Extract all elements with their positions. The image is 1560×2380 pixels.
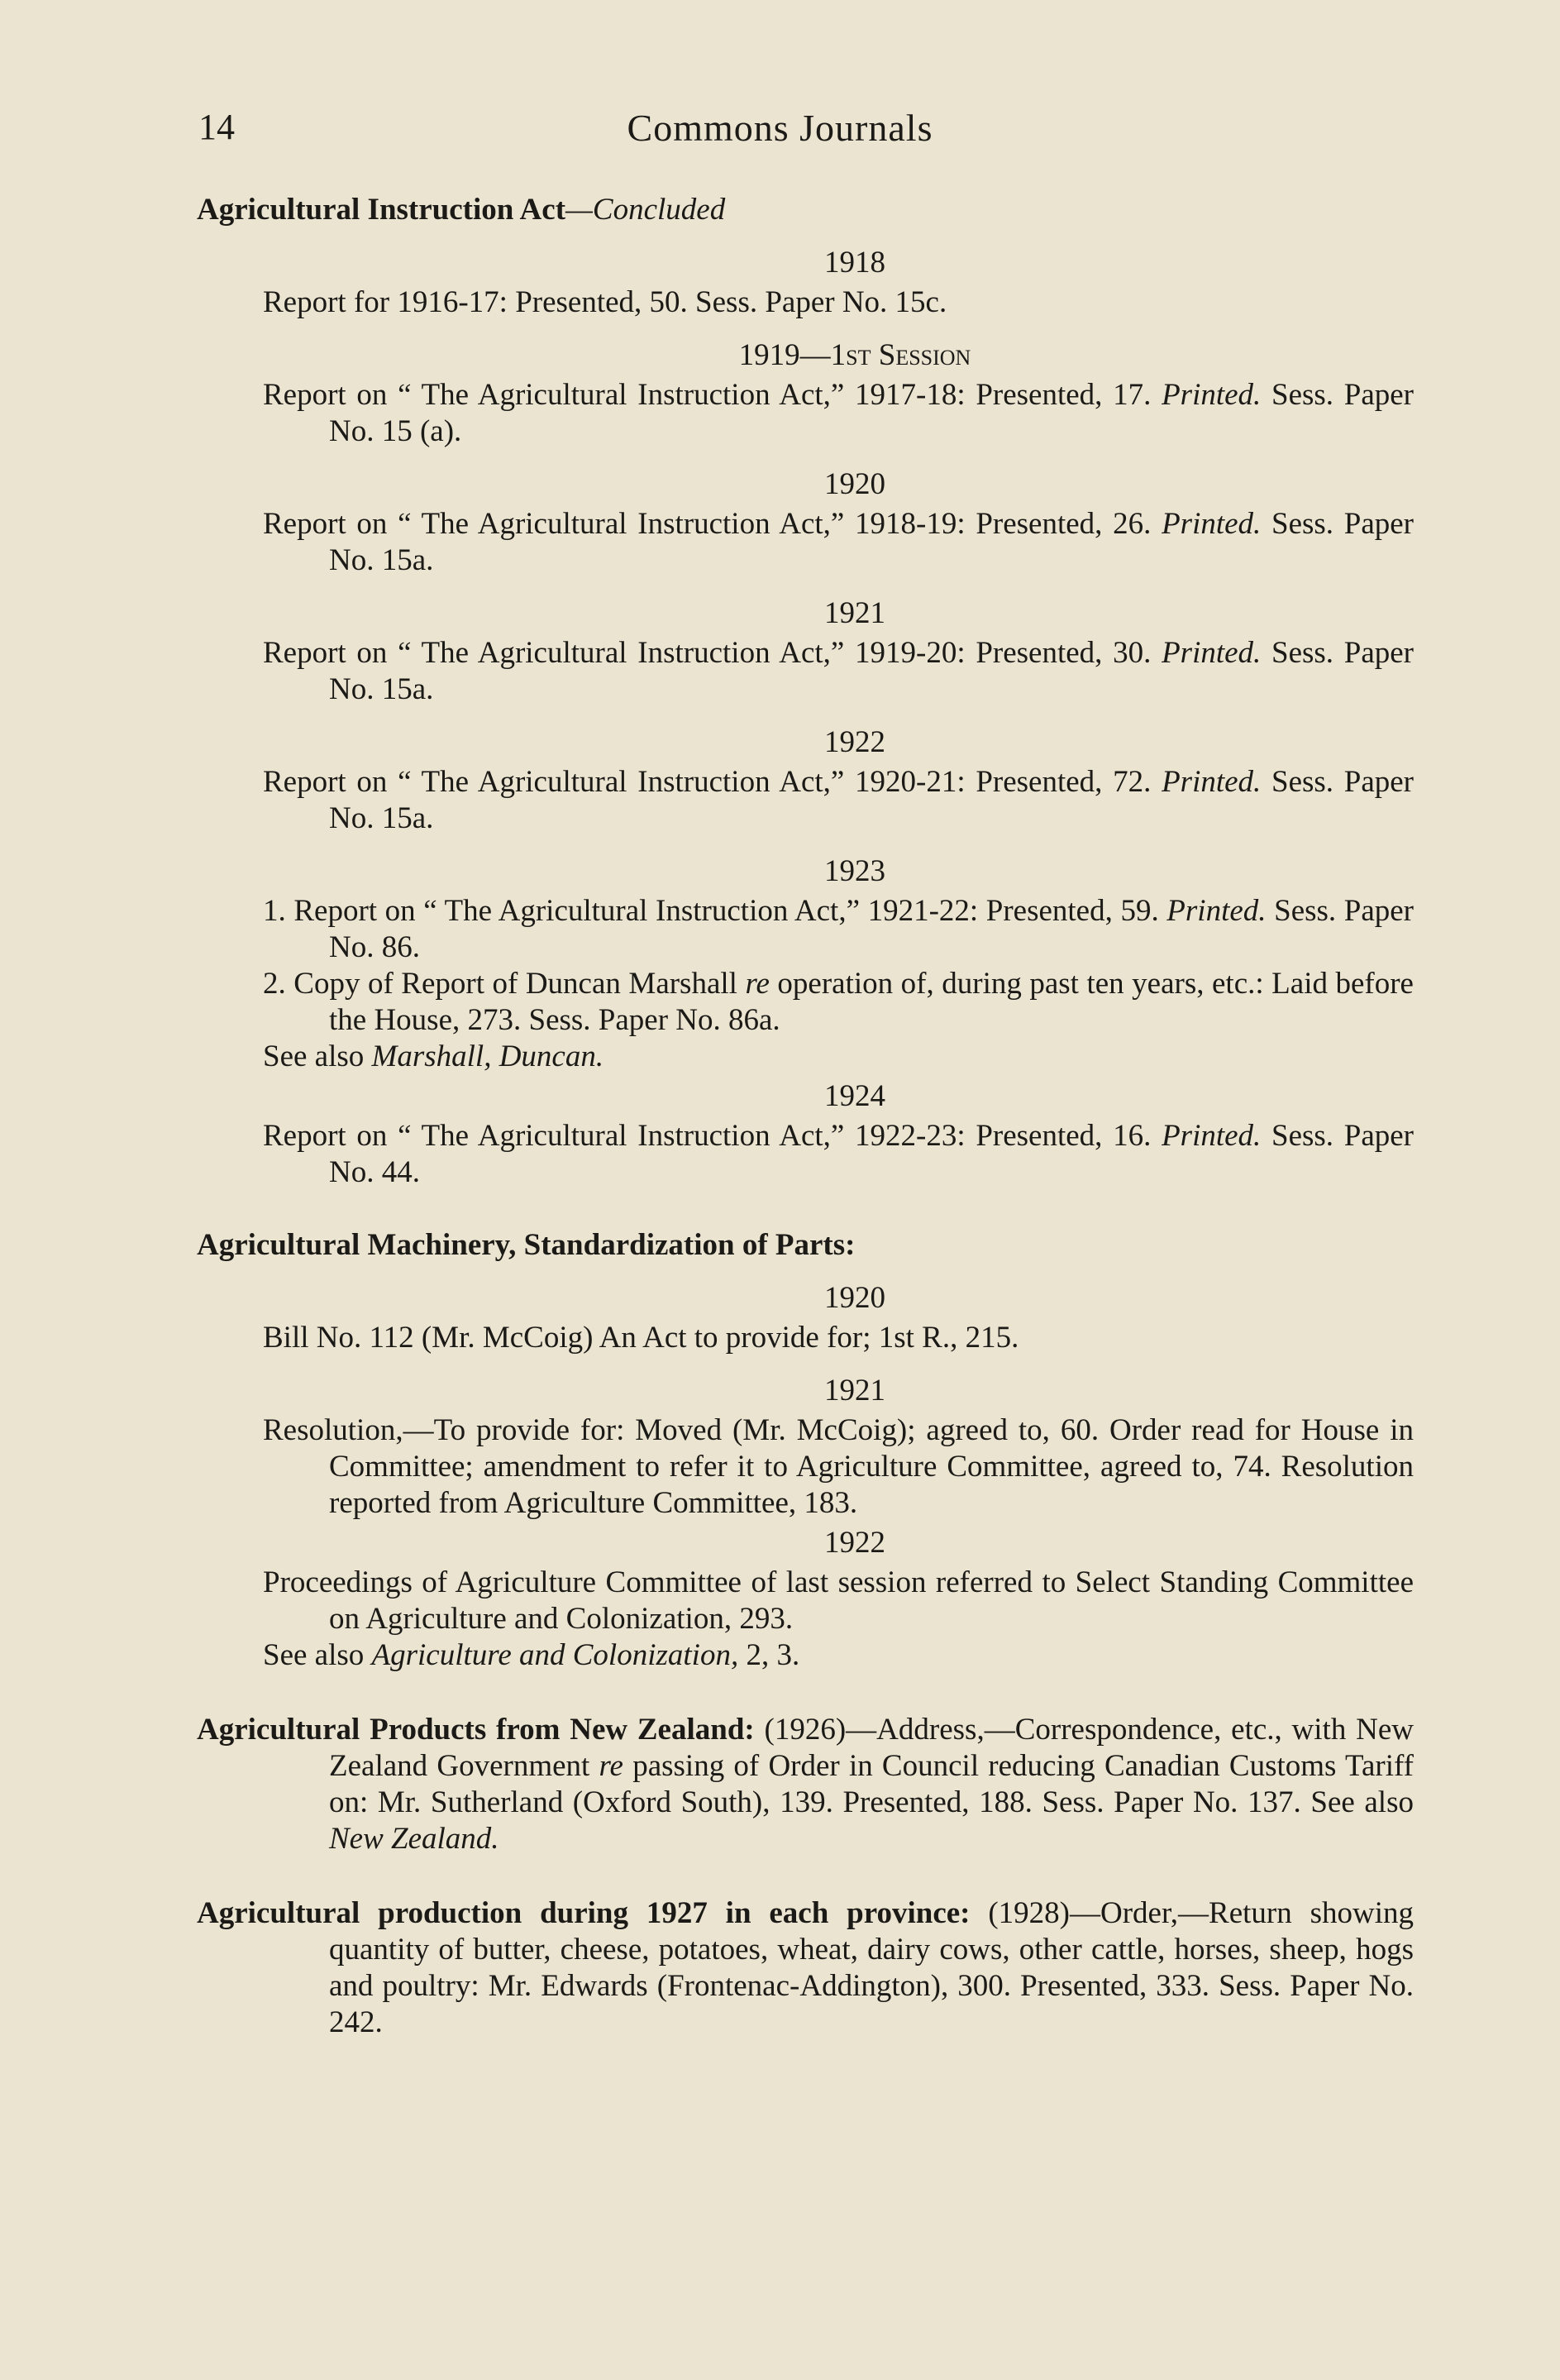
index-entry: 1. Report on “ The Agricultural Instruction Act,” 1921-22: Presented, 59. Printed. Sess. Paper No. 86. <box>263 894 1414 964</box>
section-nz-products: Agricultural Products from New Zealand: (1926)—Address,—Correspondence, etc., with New Zealand Government re passing of Order in Council reducing Canadian Customs Tariff on: Mr. Sutherland (Oxford South), 139. Presented, 188. Sess. Paper No. 137. See also New Zealand. <box>197 1713 1414 1856</box>
index-entry: Report on “ The Agricultural Instruction Act,” 1920-21: Presented, 72. Printed. Sess. Paper No. 15a. <box>263 765 1414 835</box>
section-instruction-act <box>197 192 1414 1191</box>
section-machinery <box>197 1227 1414 1674</box>
year-heading: 1922 <box>824 1526 885 1560</box>
year-heading: 1921 <box>824 1374 885 1407</box>
year-heading: 1922 <box>824 725 885 759</box>
section-production-1927: Agricultural production during 1927 in each province: (1928)—Order,—Return showing quantity of butter, cheese, potatoes, wheat, dairy cows, other cattle, horses, sheep, hogs and poultry: Mr. Edwards (Frontenac-Addington), 300. Presented, 333. Sess. Paper No. 242. <box>197 1896 1414 2039</box>
index-entry: Proceedings of Agriculture Committee of last session referred to Select Standing Committee on Agriculture and Colonization, 293. <box>263 1565 1414 1636</box>
year-heading: 1920 <box>824 467 885 501</box>
index-entry: Bill No. 112 (Mr. McCoig) An Act to provide for; 1st R., 215. <box>263 1321 1019 1355</box>
year-heading: 1920 <box>824 1281 885 1315</box>
year-heading: 1918 <box>824 246 885 280</box>
year-heading: 1921 <box>824 596 885 630</box>
index-entry: Report on “ The Agricultural Instruction Act,” 1919-20: Presented, 30. Printed. Sess. Paper No. 15a. <box>263 636 1414 706</box>
section-heading: Agricultural production during 1927 in each province: <box>197 1896 971 1930</box>
running-header <box>0 106 1560 155</box>
index-entry: Report on “ The Agricultural Instruction Act,” 1917-18: Presented, 17. Printed. Sess. Paper No. 15 (a). <box>263 378 1414 448</box>
journal-title: Commons Journals <box>627 107 933 149</box>
see-also: See also Agriculture and Colonization, 2, 3. <box>263 1638 800 1672</box>
index-entry: Report for 1916-17: Presented, 50. Sess. Paper No. 15c. <box>263 285 947 319</box>
section-heading: Agricultural Instruction Act—Concluded <box>197 193 726 227</box>
index-entry: Resolution,—To provide for: Moved (Mr. McCoig); agreed to, 60. Order read for House in Committee; amendment to refer it to Agriculture Committee, agreed to, 74. Resolution reported from Agriculture Committee, 183. <box>263 1413 1414 1520</box>
year-heading: 1924 <box>824 1079 885 1113</box>
year-heading: 1919—1st Session <box>738 338 971 372</box>
page-number: 14 <box>198 107 235 147</box>
section-heading: Agricultural Products from New Zealand: <box>197 1713 755 1747</box>
index-entry: Report on “ The Agricultural Instruction Act,” 1918-19: Presented, 26. Printed. Sess. Paper No. 15a. <box>263 507 1414 577</box>
see-also: See also Marshall, Duncan. <box>263 1039 604 1073</box>
index-entry: Report on “ The Agricultural Instruction Act,” 1922-23: Presented, 16. Printed. Sess. Paper No. 44. <box>263 1119 1414 1189</box>
index-entry: 2. Copy of Report of Duncan Marshall re operation of, during past ten years, etc.: Laid before the House, 273. Sess. Paper No. 86a. <box>263 967 1414 1037</box>
year-heading: 1923 <box>824 854 885 888</box>
index-content <box>197 192 1414 2041</box>
section-heading: Agricultural Machinery, Standardization of Parts: <box>197 1228 856 1262</box>
